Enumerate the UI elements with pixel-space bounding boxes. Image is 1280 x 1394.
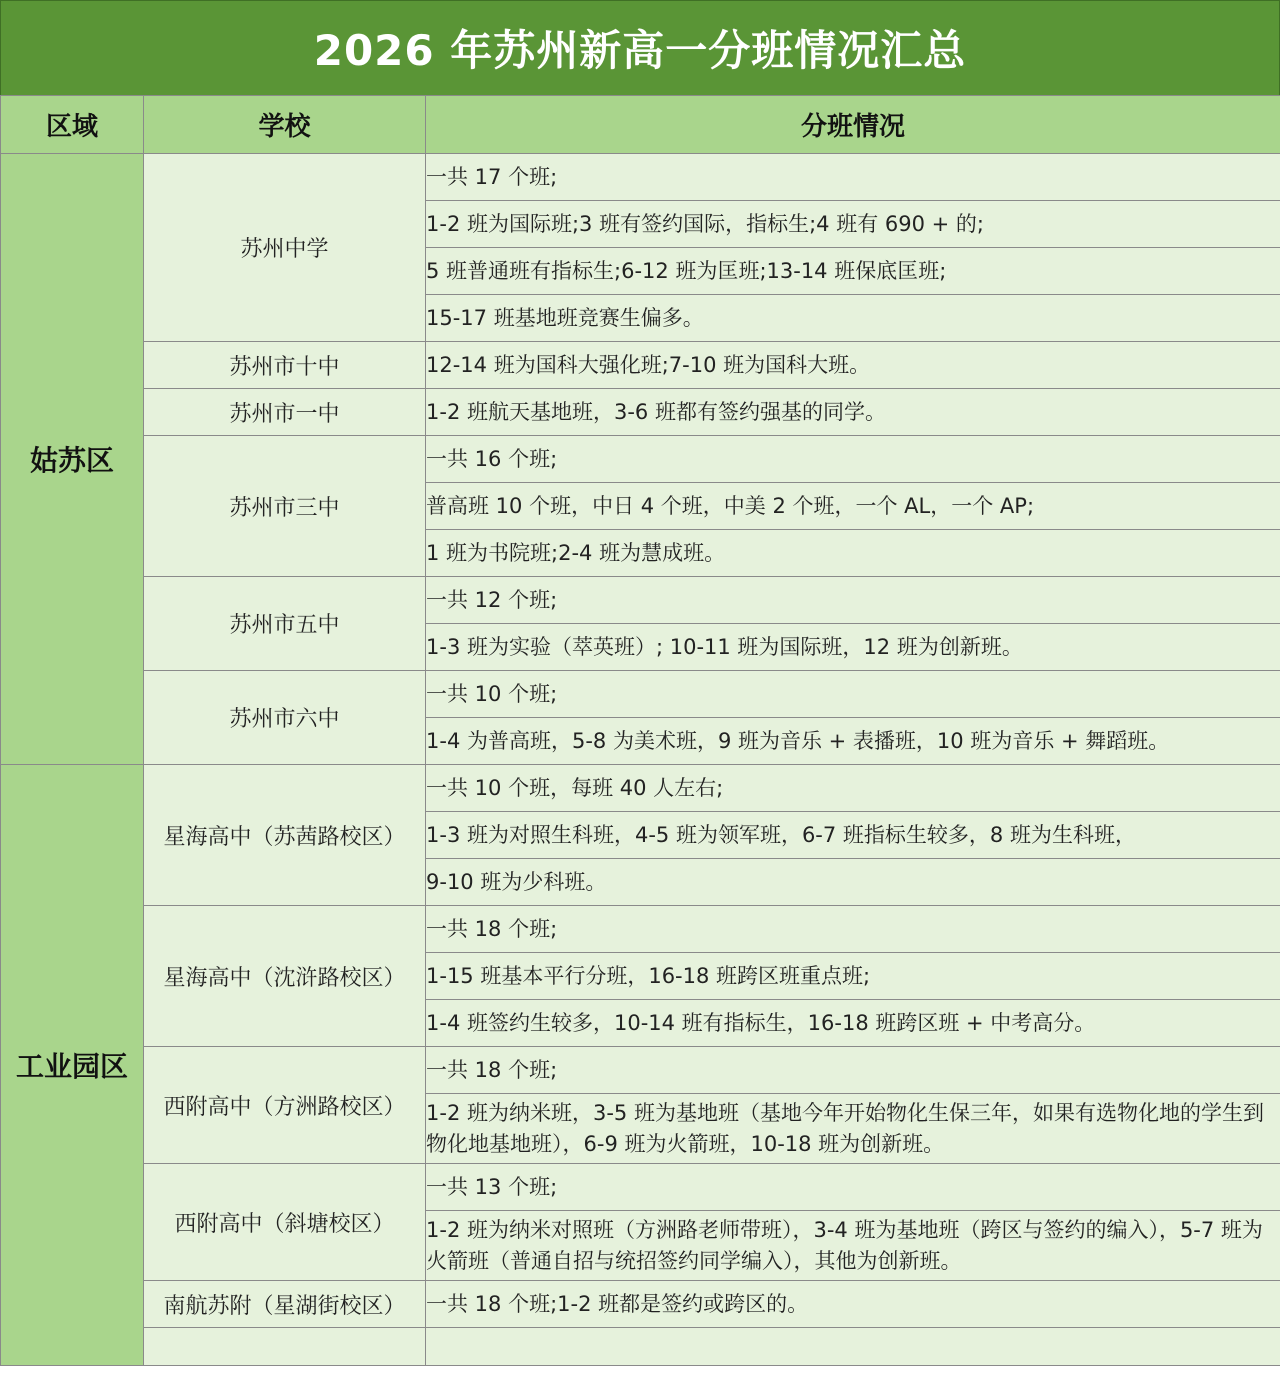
detail-line: 15-17 班基地班竞赛生偏多。 xyxy=(426,295,1280,342)
school-name: 西附高中（斜塘校区） xyxy=(144,1164,426,1281)
detail-line: 12-14 班为国科大强化班;7-10 班为国科大班。 xyxy=(426,342,1280,389)
table-row xyxy=(1,1281,1280,1328)
class-summary-table xyxy=(0,95,1280,1366)
detail-line: 一共 17 个班; xyxy=(426,154,1280,201)
region-gusu: 姑苏区 xyxy=(1,154,144,765)
school-name: 苏州市一中 xyxy=(144,389,426,436)
school-name: 苏州市十中 xyxy=(144,342,426,389)
table-row xyxy=(1,577,1280,624)
school-name: 西附高中（方洲路校区） xyxy=(144,1047,426,1164)
school-name: 苏州市三中 xyxy=(144,436,426,577)
region-sip: 工业园区 xyxy=(1,765,144,1366)
detail-line: 1 班为书院班;2-4 班为慧成班。 xyxy=(426,530,1280,577)
header-region: 区域 xyxy=(1,96,144,154)
detail-line: 一共 13 个班; xyxy=(426,1164,1280,1211)
school-name: 星海高中（苏茜路校区） xyxy=(144,765,426,906)
detail-line: 1-3 班为对照生科班，4-5 班为领军班，6-7 班指标生较多，8 班为生科班， xyxy=(426,812,1280,859)
detail-line: 1-2 班航天基地班，3-6 班都有签约强基的同学。 xyxy=(426,389,1280,436)
detail-line: 1-2 班为纳米班，3-5 班为基地班（基地今年开始物化生保三年，如果有选物化地的学生到物化地基地班），6-9 班为火箭班，10-18 班为创新班。 xyxy=(426,1094,1280,1164)
detail-line: 1-2 班为纳米对照班（方洲路老师带班），3-4 班为基地班（跨区与签约的编入），5-7 班为火箭班（普通自招与统招签约同学编入），其他为创新班。 xyxy=(426,1211,1280,1281)
detail-line: 5 班普通班有指标生;6-12 班为匡班;13-14 班保底匡班; xyxy=(426,248,1280,295)
detail-line: 1-4 班签约生较多，10-14 班有指标生，16-18 班跨区班 + 中考高分。 xyxy=(426,1000,1280,1047)
detail-line: 一共 16 个班; xyxy=(426,436,1280,483)
table-row xyxy=(1,342,1280,389)
page-title: 2026 年苏州新高一分班情况汇总 xyxy=(0,0,1280,96)
detail-line: 1-15 班基本平行分班，16-18 班跨区班重点班; xyxy=(426,953,1280,1000)
table-row xyxy=(1,765,1280,812)
detail-line: 一共 12 个班; xyxy=(426,577,1280,624)
header-detail: 分班情况 xyxy=(426,96,1280,154)
table-row xyxy=(1,1164,1280,1211)
school-name: 南航苏附（星湖街校区） xyxy=(144,1281,426,1328)
table-row xyxy=(1,906,1280,953)
detail-line: 一共 18 个班; xyxy=(426,906,1280,953)
school-name: 苏州中学 xyxy=(144,154,426,342)
school-name: 星海高中（沈浒路校区） xyxy=(144,906,426,1047)
detail-line: 一共 10 个班，每班 40 人左右; xyxy=(426,765,1280,812)
table-row xyxy=(1,671,1280,718)
detail-line: 1-3 班为实验（萃英班）; 10-11 班为国际班，12 班为创新班。 xyxy=(426,624,1280,671)
school-name-cutoff xyxy=(144,1328,426,1366)
detail-line: 一共 18 个班; xyxy=(426,1047,1280,1094)
detail-line: 一共 18 个班;1-2 班都是签约或跨区的。 xyxy=(426,1281,1280,1328)
detail-line: 1-4 为普高班，5-8 为美术班，9 班为音乐 + 表播班，10 班为音乐 + 舞蹈班。 xyxy=(426,718,1280,765)
table-row xyxy=(1,1047,1280,1094)
school-name: 苏州市五中 xyxy=(144,577,426,671)
detail-line: 1-2 班为国际班;3 班有签约国际，指标生;4 班有 690 + 的; xyxy=(426,201,1280,248)
school-name: 苏州市六中 xyxy=(144,671,426,765)
table-row xyxy=(1,389,1280,436)
detail-line: 一共 10 个班; xyxy=(426,671,1280,718)
detail-line: 普高班 10 个班，中日 4 个班，中美 2 个班，一个 AL，一个 AP; xyxy=(426,483,1280,530)
detail-line: 9-10 班为少科班。 xyxy=(426,859,1280,906)
table-row xyxy=(1,154,1280,201)
detail-line-cutoff xyxy=(426,1328,1280,1366)
table-row xyxy=(1,1328,1280,1366)
header-school: 学校 xyxy=(144,96,426,154)
table-row xyxy=(1,436,1280,483)
